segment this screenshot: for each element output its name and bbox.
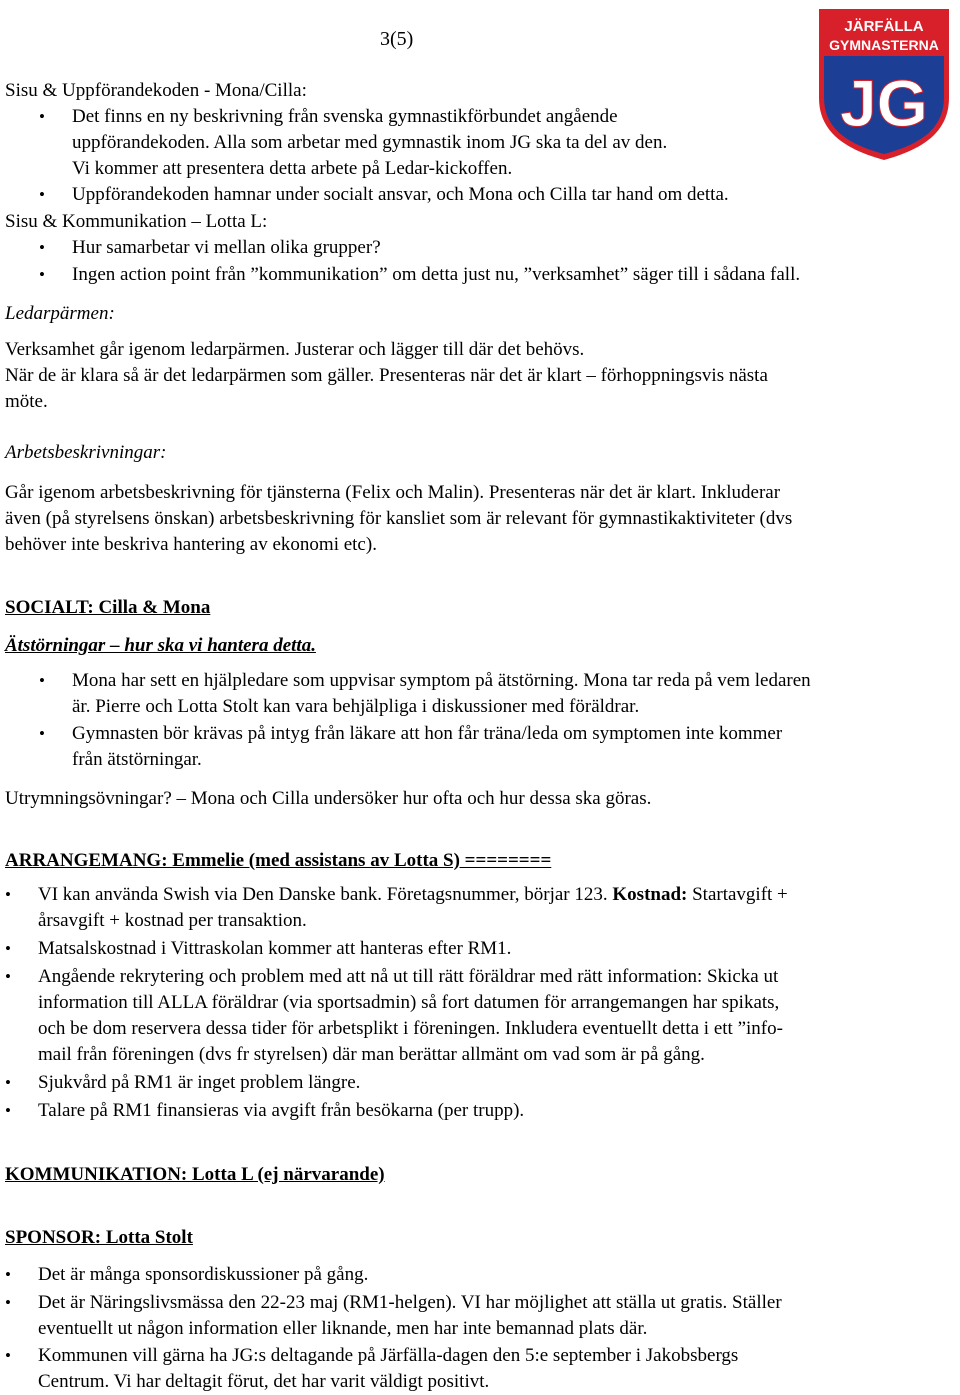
- s5-utrymningsovningar: Utrymningsövningar? – Mona och Cilla undersöker hur ofta och hur dessa ska göras.: [5, 788, 652, 809]
- s6-bullet-5: • Talare på RM1 finansieras via avgift från besökarna (per trupp).: [38, 1098, 524, 1124]
- s4-line-1: Går igenom arbetsbeskrivning för tjänsterna (Felix och Malin). Presenteras när det är klart. Inkluderar: [5, 482, 781, 503]
- s6-bullet-3-line-2: information till ALLA föräldrar (via sportsadmin) så fort datumen för arrangemangen har spikats,: [38, 992, 780, 1013]
- section-arbetsbeskrivningar-heading: Arbetsbeskrivningar:: [5, 442, 167, 463]
- section-socialt-heading: SOCIALT: Cilla & Mona: [5, 597, 211, 618]
- s1-bullet-1-line-2: uppförandekoden. Alla som arbetar med gymnastik inom JG ska ta del av den.: [72, 132, 668, 153]
- s6-bullet-3-line-4: mail från föreningen (dvs fr styrelsen) där man berättar allmänt om vad som är på gång.: [38, 1044, 705, 1065]
- logo-initials: JG: [839, 66, 929, 140]
- s6-bullet-1-line-2: årsavgift + kostnad per transaktion.: [38, 910, 307, 931]
- s6-bullet-2: • Matsalskostnad i Vittraskolan kommer att hanteras efter RM1.: [38, 936, 511, 962]
- s8-bullet-2-line-2: eventuellt ut någon information eller liknande, men har inte bemannad plats där.: [38, 1318, 648, 1339]
- logo-top-text: JÄRFÄLLA: [844, 18, 924, 35]
- s3-line-1: Verksamhet går igenom ledarpärmen. Justerar och lägger till där det behövs.: [5, 339, 585, 360]
- s5-bullet-1-line-1: • Mona har sett en hjälpledare som uppvisar symptom på ätstörning. Mona tar reda på vem ledaren: [72, 668, 811, 694]
- s8-bullet-3-line-2: Centrum. Vi har deltagit förut, det har varit väldigt positivt.: [38, 1371, 490, 1392]
- s6-bullet-1-line-1: [38, 882, 788, 908]
- s1-bullet-1-line-3: Vi kommer att presentera detta arbete på Ledar-kickoffen.: [72, 158, 513, 179]
- section-kommunikation-heading: KOMMUNIKATION: Lotta L (ej närvarande): [5, 1164, 385, 1185]
- s3-line-2: När de är klara så är det ledarpärmen som gäller. Presenteras när det är klart – förhoppningsvis nästa: [5, 365, 768, 386]
- s6-b1-bold: Kostnad:: [607, 884, 688, 905]
- shield-icon: [816, 6, 952, 162]
- s5-bullet-2-line-2: från ätstörningar.: [72, 749, 202, 770]
- s8-bullet-2-line-1: • Det är Näringslivsmässa den 22-23 maj (RM1-helgen). VI har möjlighet att ställa ut gratis. Ställer: [38, 1290, 782, 1316]
- s6-bullet-3-line-3: och be dom reservera dessa tider för arbetsplikt i föreningen. Inkludera eventuellt detta i ett ”info-: [38, 1018, 783, 1039]
- section-sisu-kommunikation-heading: Sisu & Kommunikation – Lotta L:: [5, 211, 268, 232]
- s6-bullet-3-line-1: • Angående rekrytering och problem med att nå ut till rätt föräldrar med rätt information: Skicka ut: [38, 964, 778, 990]
- s4-line-2: även (på styrelsens önskan) arbetsbeskrivning för kansliet som är relevant för gymnastikaktiviteter (dvs: [5, 508, 793, 529]
- s6-b1-rest: Startavgift +: [687, 884, 788, 905]
- s3-line-3: möte.: [5, 391, 48, 412]
- section-ledarparmen-heading: Ledarpärmen:: [5, 303, 115, 324]
- s1-bullet-2: • Uppförandekoden hamnar under socialt ansvar, och Mona och Cilla tar hand om detta.: [72, 182, 729, 208]
- s4-line-3: behöver inte beskriva hantering av ekonomi etc).: [5, 534, 377, 555]
- s8-bullet-1: • Det är många sponsordiskussioner på gång.: [38, 1262, 368, 1288]
- s5-bullet-1-line-2: är. Pierre och Lotta Stolt kan vara behjälpliga i diskussioner med föräldrar.: [72, 696, 640, 717]
- s8-bullet-3-line-1: • Kommunen vill gärna ha JG:s deltagande på Järfälla-dagen den 5:e september i Jakobsbergs: [38, 1343, 738, 1369]
- s5-subheading: Ätstörningar – hur ska vi hantera detta.: [5, 635, 316, 656]
- s6-bullet-4: • Sjukvård på RM1 är inget problem längre.: [38, 1070, 360, 1096]
- s2-bullet-2: • Ingen action point från ”kommunikation” om detta just nu, ”verksamhet” säger till i sådana fall.: [72, 262, 800, 288]
- s5-bullet-2-line-1: • Gymnasten bör krävas på intyg från läkare att hon får träna/leda om symptomen inte kommer: [72, 721, 782, 747]
- s1-bullet-1-line-1: • Det finns en ny beskrivning från svenska gymnastikförbundet angående: [72, 104, 618, 130]
- page-number: 3(5): [380, 28, 414, 50]
- s2-bullet-1: • Hur samarbetar vi mellan olika grupper?: [72, 235, 381, 261]
- section-sponsor-heading: SPONSOR: Lotta Stolt: [5, 1227, 193, 1248]
- s6-b1-text: VI kan använda Swish via Den Danske bank. Företagsnummer, börjar 123.: [38, 884, 608, 905]
- logo-mid-text: GYMNASTERNA: [829, 37, 939, 53]
- section-sisu-uppforandekoden-heading: Sisu & Uppförandekoden - Mona/Cilla:: [5, 80, 307, 101]
- jg-logo: [816, 6, 952, 162]
- section-arrangemang-heading: ARRANGEMANG: Emmelie (med assistans av Lotta S) ========: [5, 850, 552, 871]
